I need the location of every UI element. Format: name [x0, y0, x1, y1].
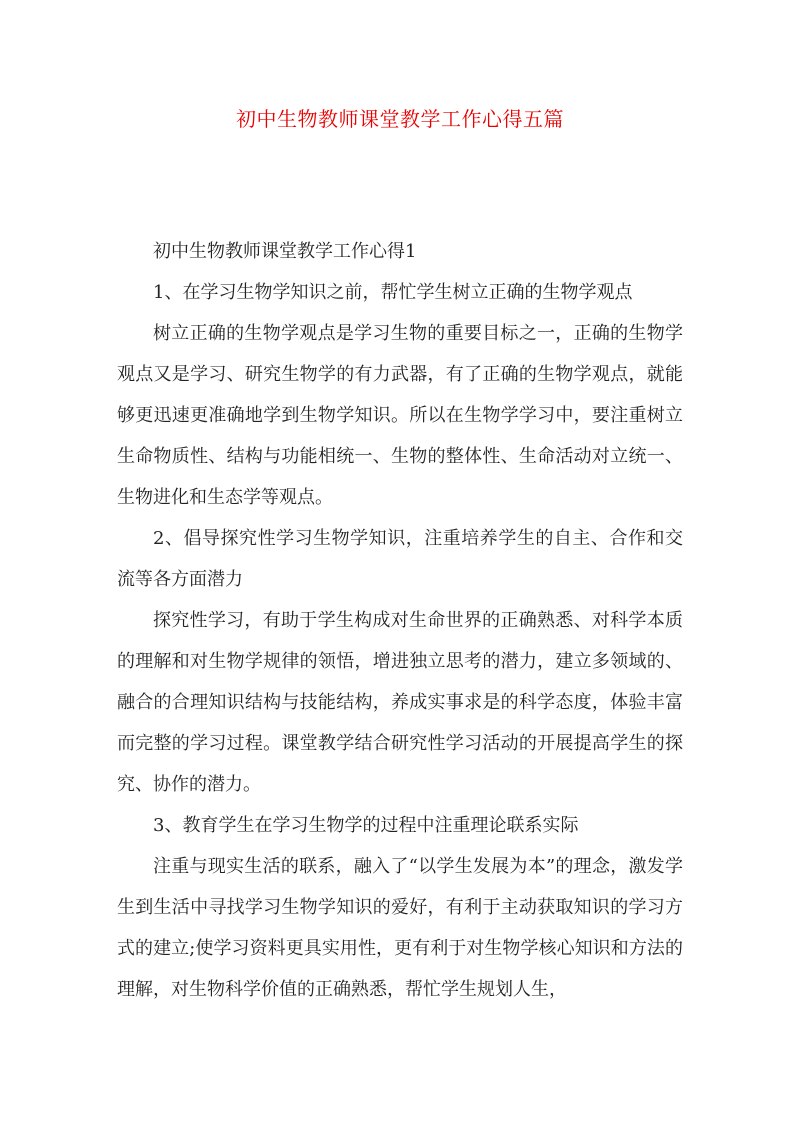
section-heading: 初中生物教师课堂教学工作心得1: [153, 241, 417, 262]
document-body: [117, 231, 683, 1010]
document-title: 初中生物教师课堂教学工作心得五篇: [236, 107, 564, 131]
point-heading-1: 1、在学习生物学知识之前，帮忙学生树立正确的生物学观点: [153, 282, 633, 303]
point-heading-3: 3、教育学生在学习生物学的过程中注重理论联系实际: [153, 815, 579, 836]
point-heading-2: 2、倡导探究性学习生物学知识，注重培养学生的自主、合作和交流等各方面潜力: [117, 528, 683, 590]
body-paragraph-3: 注重与现实生活的联系，融入了“以学生发展为本”的理念，激发学生到生活中寻找学习生物学知识的爱好，有利于主动获取知识的学习方式的建立;使学习资料更具实用性，更有利于对生物学核心知识和方法的理解，对生物科学价值的正确熟悉，帮忙学生规划人生，: [117, 856, 683, 1000]
body-paragraph-1: 树立正确的生物学观点是学习生物的重要目标之一，正确的生物学观点又是学习、研究生物学的有力武器，有了正确的生物学观点，就能够更迅速更准确地学到生物学知识。所以在生物学学习中，要注重树立生命物质性、结构与功能相统一、生物的整体性、生命活动对立统一、生物进化和生态学等观点。: [117, 323, 683, 508]
body-paragraph-2: 探究性学习，有助于学生构成对生命世界的正确熟悉、对科学本质的理解和对生物学规律的领悟，增进独立思考的潜力，建立多领域的、融合的合理知识结构与技能结构，养成实事求是的科学态度，体验丰富而完整的学习过程。课堂教学结合研究性学习活动的开展提高学生的探究、协作的潜力。: [117, 610, 683, 795]
